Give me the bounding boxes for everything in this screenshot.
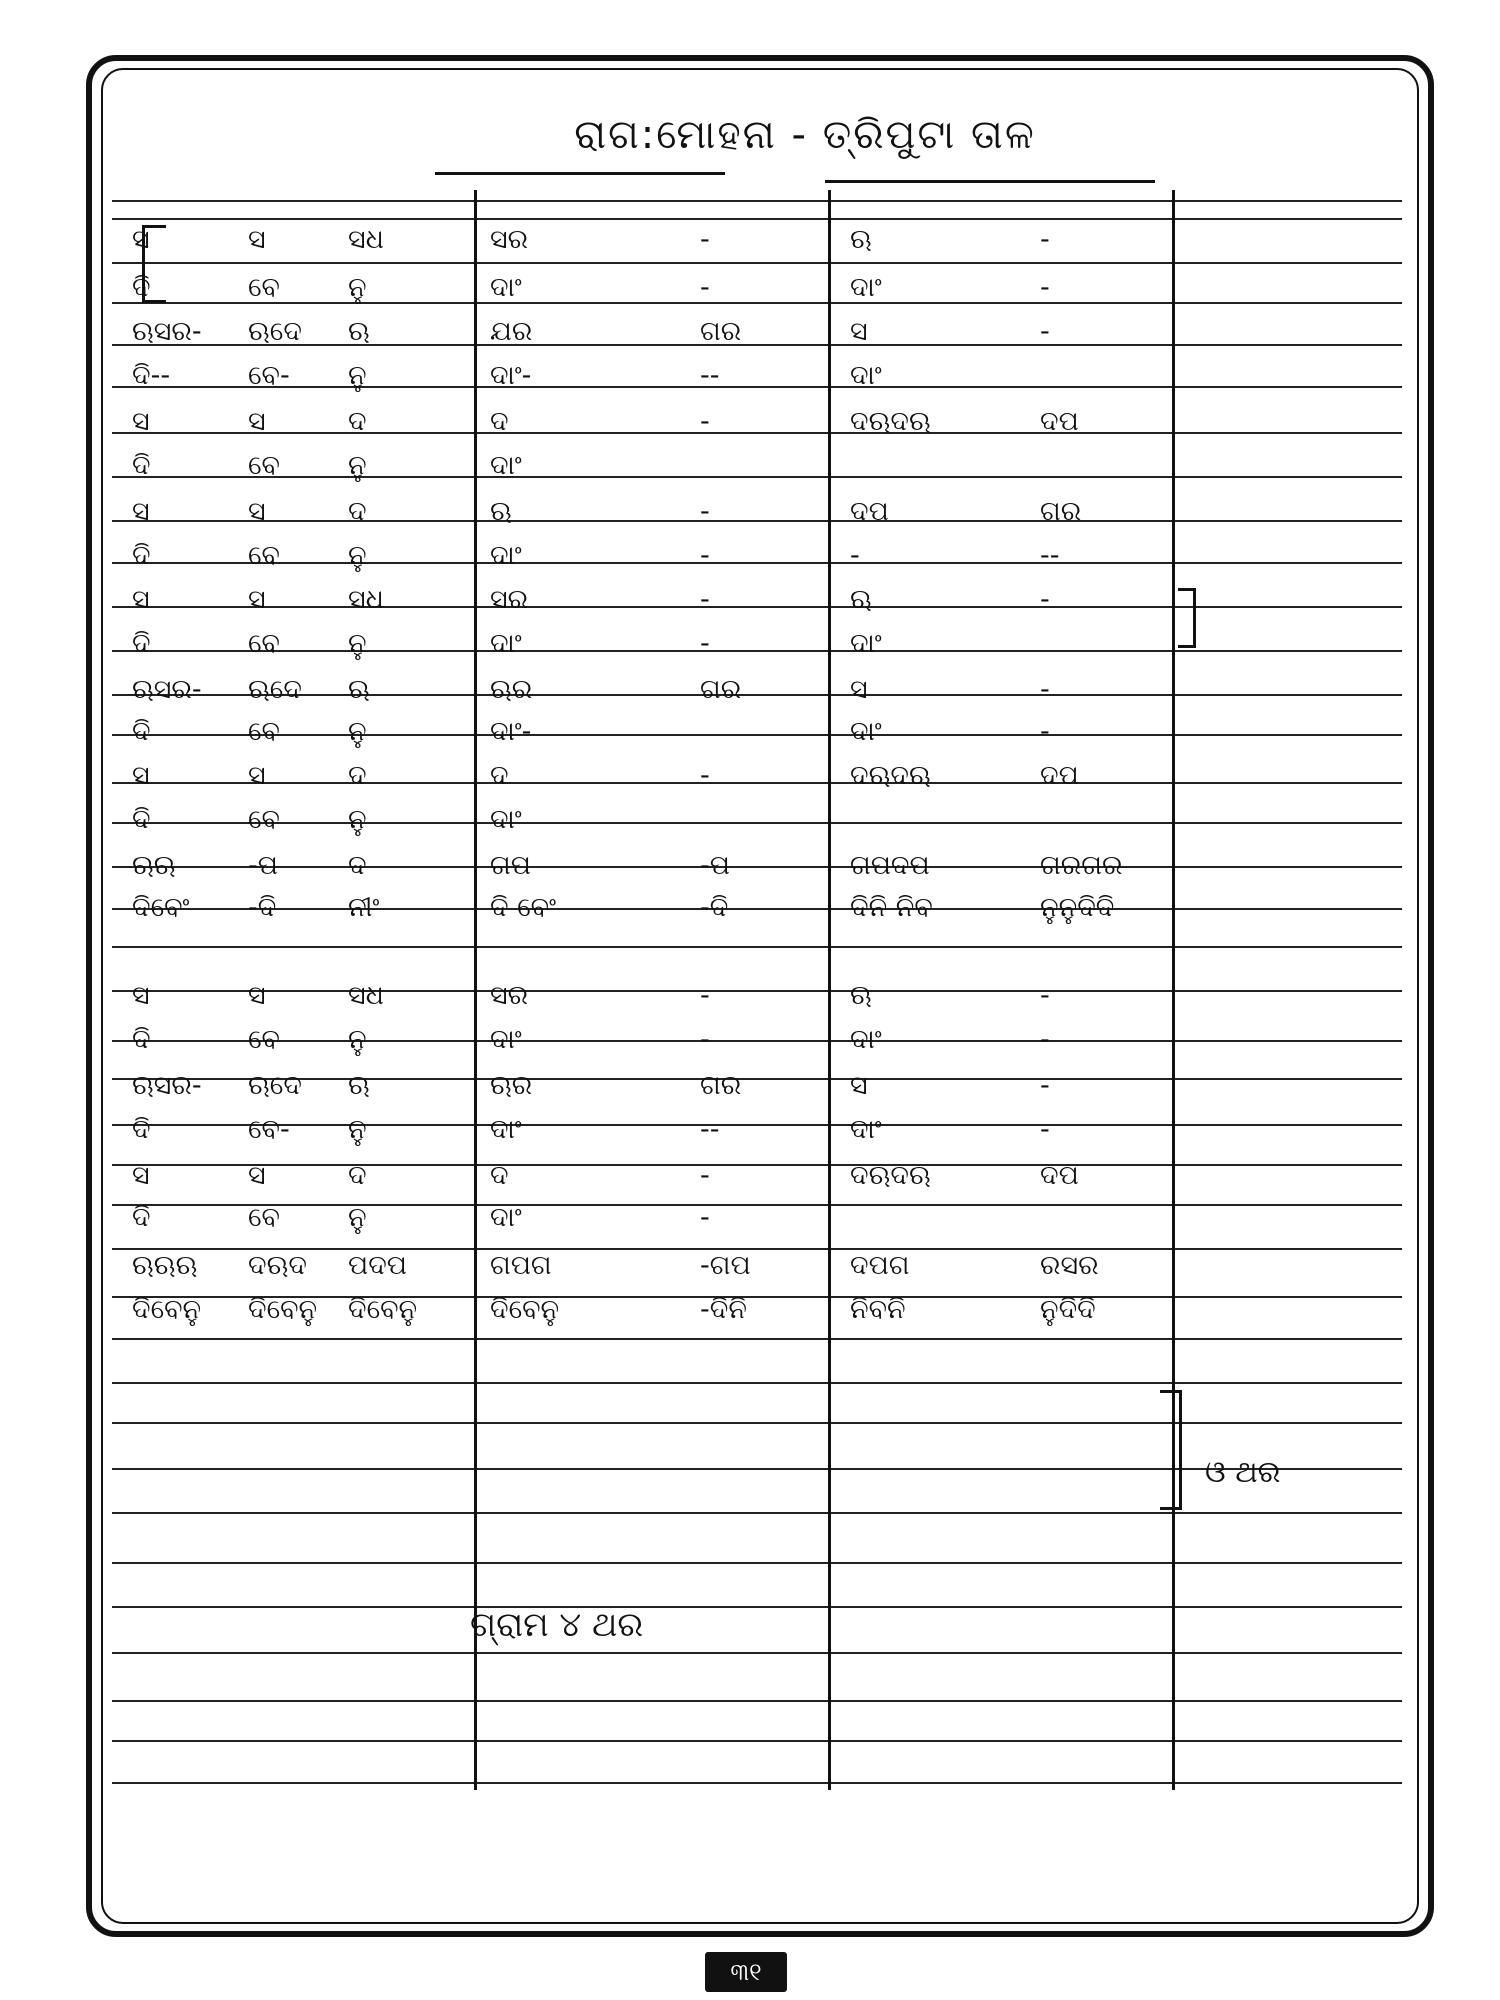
column-divider-3	[1172, 190, 1175, 1790]
notation-cell: ଦାଂ	[850, 716, 882, 747]
notation-cell: ସ	[248, 1160, 266, 1191]
notation-cell: ଦ	[348, 496, 367, 527]
notation-cell: ଋସର-	[132, 1070, 202, 1101]
ruled-line	[112, 476, 1402, 478]
column-divider-1	[474, 190, 477, 1790]
notation-cell: ଗପଦପ	[850, 850, 930, 881]
title-underline-right	[825, 180, 1155, 183]
notation-cell: ଯର	[490, 316, 533, 347]
ruled-line	[112, 606, 1402, 608]
notation-cell: ଦାଂ	[850, 360, 882, 391]
ruled-line	[112, 1562, 1402, 1564]
notation-cell: ଦି	[132, 1024, 151, 1055]
notation-cell: ସର	[490, 224, 529, 255]
notation-cell: ବେ	[248, 540, 280, 571]
notation-cell: -	[1040, 1024, 1050, 1055]
notation-cell: ଦାଂ	[490, 628, 522, 659]
notation-cell: ସ	[248, 980, 266, 1011]
ruled-line	[112, 1700, 1402, 1702]
notation-cell: ନୁ	[348, 450, 367, 481]
notation-cell: ଦାଂ	[850, 628, 882, 659]
notation-cell: ସ	[850, 1070, 868, 1101]
notation-cell: ଦଋଦ	[248, 1250, 307, 1281]
ruled-line	[112, 1740, 1402, 1742]
notation-cell: ଦାଂ	[850, 1024, 882, 1055]
ruled-line	[112, 1382, 1402, 1384]
notation-cell: ଦପ	[1040, 760, 1079, 791]
ruled-line	[112, 302, 1402, 304]
notation-cell: ସ	[132, 224, 150, 255]
notation-cell: ସ	[132, 406, 150, 437]
ruled-line	[112, 822, 1402, 824]
notation-cell: ସର	[490, 584, 529, 615]
notation-cell: ଦ	[490, 406, 509, 437]
notation-cell: ଦପଗ	[850, 1250, 910, 1281]
notation-cell: ଦ	[348, 850, 367, 881]
notation-cell: ବେ	[248, 450, 280, 481]
notation-cell: ଦାଂ	[490, 1114, 522, 1145]
notation-cell: ଦ	[348, 406, 367, 437]
ruled-line	[112, 990, 1402, 992]
ruled-line	[112, 782, 1402, 784]
notation-cell: --	[700, 1114, 720, 1145]
notation-cell: ସ	[132, 760, 150, 791]
notation-cell: ସ	[248, 584, 266, 615]
notation-cell: ଋସର-	[132, 674, 202, 705]
notation-cell: ନୁ	[348, 1202, 367, 1233]
notation-cell: ସଧ	[348, 224, 384, 255]
notation-cell: ଦିବେଂ	[132, 892, 190, 923]
notation-cell: --	[1040, 540, 1060, 571]
notation-cell: ଋ	[348, 1070, 370, 1101]
notation-cell: -	[700, 760, 710, 791]
ruled-line	[112, 386, 1402, 388]
notation-cell: ଋର	[490, 1070, 533, 1101]
notation-cell: ଋ	[850, 584, 872, 615]
ruled-line	[112, 650, 1402, 652]
notation-cell: ସ	[850, 316, 868, 347]
notation-cell: ସ	[850, 674, 868, 705]
notation-cell: -	[700, 272, 710, 303]
notation-cell: ଦାଂ	[490, 1024, 522, 1055]
ruled-line	[112, 262, 1402, 264]
repeat-bracket-close-1	[1178, 588, 1196, 648]
notation-cell: ନିବନି	[850, 1294, 906, 1325]
notation-cell: ଦି	[132, 628, 151, 659]
notation-cell: ସ	[132, 496, 150, 527]
notation-cell: ନୁ	[348, 1024, 367, 1055]
notation-cell: ଦି	[132, 272, 151, 303]
notation-cell: ଦାଂ-	[490, 716, 532, 747]
repeat-bracket-close-2	[1160, 1390, 1182, 1510]
notation-cell: ଋ	[850, 980, 872, 1011]
notation-cell: ଗରଗର	[1040, 850, 1123, 881]
notation-cell: ସଧ	[348, 980, 384, 1011]
notation-cell: ଗର	[1040, 496, 1082, 527]
notation-cell: ଗର	[700, 1070, 742, 1101]
notation-cell: ଦପ	[1040, 406, 1079, 437]
notation-cell: ନୁ	[348, 804, 367, 835]
notation-cell: ଦିନି ନିବ	[850, 892, 933, 923]
notation-cell: ଋ	[348, 316, 370, 347]
ruled-line	[112, 520, 1402, 522]
notation-cell: ଦ	[348, 1160, 367, 1191]
notation-cell: -	[700, 1024, 710, 1055]
notation-cell: ଦପ	[850, 496, 889, 527]
notation-cell: ସ	[132, 980, 150, 1011]
ruled-line	[112, 1040, 1402, 1042]
notation-cell: ସଧ	[348, 584, 384, 615]
notation-cell: -	[1040, 1114, 1050, 1145]
footer-signature: ଗ୍ରାମ ୪ ଥର	[470, 1605, 644, 1645]
ruled-line	[112, 200, 1402, 202]
notation-cell: ନୁ	[348, 540, 367, 571]
ruled-line	[112, 1078, 1402, 1080]
notation-cell: -	[700, 224, 710, 255]
notation-cell: ଦାଂ	[490, 272, 522, 303]
notation-cell: ଦିବେନୁ	[132, 1294, 202, 1325]
ruled-line	[112, 866, 1402, 868]
notation-cell: -	[1040, 1070, 1050, 1101]
ruled-line	[112, 1606, 1402, 1608]
notation-cell: ସ	[132, 584, 150, 615]
ruled-line	[112, 344, 1402, 346]
notation-cell: ବେ	[248, 1202, 280, 1233]
notation-cell: ନୁ	[348, 360, 367, 391]
notation-cell: ଦଋଦଋ	[850, 760, 931, 791]
notation-cell: ନୁଦିଦି	[1040, 1294, 1096, 1325]
notation-cell: ଋଋ	[132, 850, 176, 881]
notation-cell: -	[700, 1160, 710, 1191]
notation-cell: ବେ	[248, 804, 280, 835]
notation-cell: ସ	[248, 406, 266, 437]
ruled-line	[112, 1512, 1402, 1514]
notation-cell: -ଦିନି	[700, 1294, 747, 1325]
notation-cell: -	[700, 628, 710, 659]
notation-cell: ଦ	[490, 1160, 509, 1191]
notation-cell: -ପ	[248, 850, 278, 881]
notation-cell: ଦି	[132, 804, 151, 835]
notation-cell: --	[700, 360, 720, 391]
page-number: ୩୧	[705, 1952, 787, 1992]
notation-cell: ଋଦେ	[248, 1070, 302, 1101]
notation-cell: -ଗପ	[700, 1250, 751, 1281]
notation-cell: ଋଦେ	[248, 316, 302, 347]
notation-cell: -	[1040, 316, 1050, 347]
notation-cell: ଦାଂ	[850, 1114, 882, 1145]
notation-cell: ଋ	[490, 496, 512, 527]
notation-cell: ବେ	[248, 716, 280, 747]
notation-cell: ଗର	[700, 674, 742, 705]
notation-cell: ବେ	[248, 272, 280, 303]
ruled-line	[112, 734, 1402, 736]
notation-cell: -	[700, 540, 710, 571]
notation-cell: ଦାଂ	[490, 540, 522, 571]
ruled-line	[112, 1338, 1402, 1340]
notation-cell: ଋ	[850, 224, 872, 255]
notation-cell: ନୀଂ	[348, 892, 380, 923]
notation-cell: ବେ-	[248, 1114, 290, 1145]
notation-cell: -ଦି	[700, 892, 729, 923]
notation-cell: ବେ-	[248, 360, 290, 391]
notation-cell: ଋ	[348, 674, 370, 705]
notation-cell: ଦ	[490, 760, 509, 791]
ruled-line	[112, 694, 1402, 696]
notation-cell: -ଦି	[248, 892, 277, 923]
ruled-line	[112, 218, 1402, 220]
notation-cell: ଗପଗ	[490, 1250, 552, 1281]
notation-cell: ନୁ	[348, 1114, 367, 1145]
notation-cell: -	[700, 496, 710, 527]
notation-cell: ଦଋଦଋ	[850, 406, 931, 437]
notation-cell: ରସର	[1040, 1250, 1099, 1281]
notation-cell: ଦି--	[132, 360, 171, 391]
notation-cell: ଦ	[348, 760, 367, 791]
notation-cell: ଦାଂ	[490, 450, 522, 481]
notation-cell: ସ	[248, 760, 266, 791]
ruled-line	[112, 562, 1402, 564]
notation-cell: -	[700, 406, 710, 437]
notation-cell: ଗର	[700, 316, 742, 347]
notation-cell: ନୁ	[348, 272, 367, 303]
notation-cell: ଦିବେନୁ	[490, 1294, 560, 1325]
ruled-line	[112, 1652, 1402, 1654]
notation-cell: -	[1040, 584, 1050, 615]
notation-cell: ବେ	[248, 1024, 280, 1055]
notation-cell: -	[1040, 272, 1050, 303]
page-title: ରାଗ:ମୋହନା - ତ୍ରିପୁଟା ତାଳ	[574, 112, 1036, 158]
notation-cell: ଋଋଋ	[132, 1250, 198, 1281]
ruled-line	[112, 908, 1402, 910]
notation-cell: ଦି	[132, 1202, 151, 1233]
notation-cell: -	[700, 584, 710, 615]
notation-cell: ଦାଂ-	[490, 360, 532, 391]
notation-cell: ସ	[248, 496, 266, 527]
notation-cell: ଦଋଦଋ	[850, 1160, 931, 1191]
notation-cell: -ପ	[700, 850, 730, 881]
notation-cell: ଦପ	[1040, 1160, 1079, 1191]
repeat-count-note: ଓ ଥର	[1205, 1455, 1281, 1490]
notation-cell: -	[1040, 224, 1050, 255]
notation-cell: ନୁ	[348, 716, 367, 747]
notation-cell: ଦି	[132, 1114, 151, 1145]
ruled-line	[112, 1164, 1402, 1166]
notation-cell: ଦାଂ	[490, 1202, 522, 1233]
notation-cell: -	[700, 1202, 710, 1233]
notation-cell: ଦି	[132, 540, 151, 571]
notation-cell: ସ	[132, 1160, 150, 1191]
notation-cell: ସର	[490, 980, 529, 1011]
notation-cell: ଋସର-	[132, 316, 202, 347]
notation-cell: ନୁନୁଦିଦି	[1040, 892, 1115, 923]
notation-cell: ଦାଂ	[850, 272, 882, 303]
notation-cell: ଦିବେନୁ	[248, 1294, 318, 1325]
notation-cell: ଋଦେ	[248, 674, 302, 705]
ruled-line	[112, 946, 1402, 948]
notation-cell: ଗପ	[490, 850, 531, 881]
notation-cell: ଦାଂ	[490, 804, 522, 835]
ruled-line	[112, 1782, 1402, 1784]
notation-cell: -	[700, 980, 710, 1011]
column-divider-2	[828, 190, 831, 1790]
ruled-line	[112, 432, 1402, 434]
notation-cell: -	[1040, 716, 1050, 747]
notation-cell: ଦି	[132, 450, 151, 481]
notation-cell: -	[1040, 674, 1050, 705]
notation-cell: ନୁ	[348, 628, 367, 659]
notation-cell: ଦି	[132, 716, 151, 747]
notation-cell: ଋର	[490, 674, 533, 705]
notation-cell: ଦିବେନୁ	[348, 1294, 418, 1325]
notation-cell: -	[850, 540, 860, 571]
notation-cell: -	[1040, 980, 1050, 1011]
ruled-line	[112, 1422, 1402, 1424]
notation-cell: ପଦପ	[348, 1250, 407, 1281]
title-underline-left	[435, 172, 725, 175]
notation-cell: ବେ	[248, 628, 280, 659]
ruled-line	[112, 1124, 1402, 1126]
notation-cell: ସ	[248, 224, 266, 255]
ruled-line	[112, 1204, 1402, 1206]
notation-cell: ଦି ବେଂ	[490, 892, 557, 923]
